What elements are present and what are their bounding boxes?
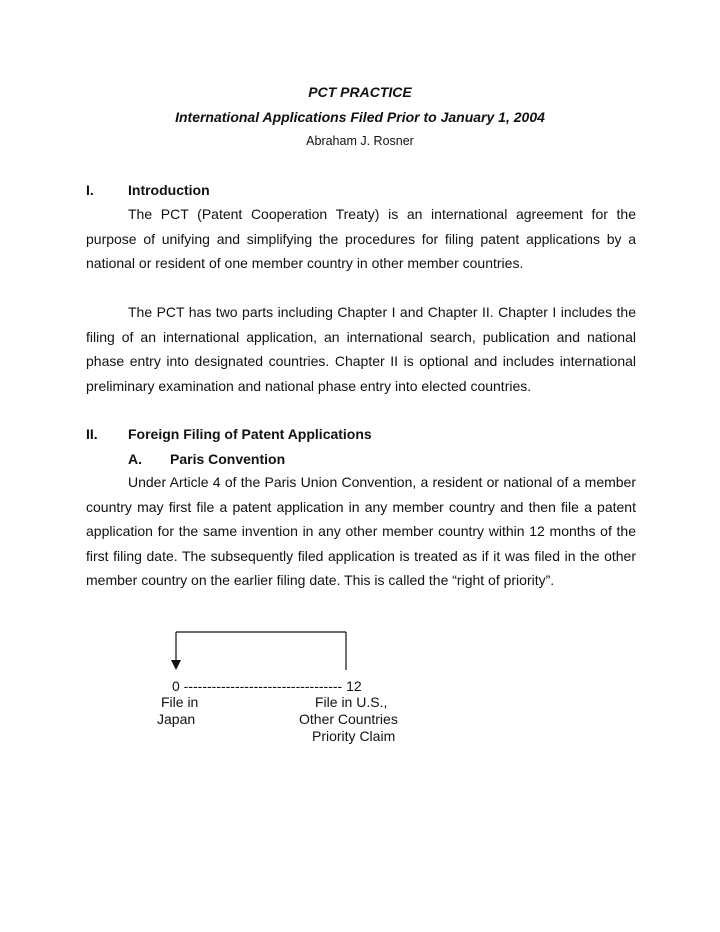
diagram-right-label-1: File in U.S., [315, 694, 388, 710]
subsection-a-paragraph: Under Article 4 of the Paris Union Convention, a resident or national of a member country may first file a patent application in any member country and then file a patent application for the same invention in any other member country within 12 months of the first filing date. The subsequently filed application is treated as if it was filed in the other member country on the earlier filing date. This is called the “right of priority”. [86, 474, 636, 588]
diagram-left-label-2: Japan [157, 711, 196, 727]
subsection-a-title: Paris Convention [170, 451, 286, 467]
document-title: PCT PRACTICE [308, 84, 412, 100]
section-1-paragraph-1: The PCT (Patent Cooperation Treaty) is an international agreement for the purpose of unifying and simplifying the procedures for filing patent applications by a national or resident of one member country in other member countries. [86, 206, 636, 271]
document-author: Abraham J. Rosner [306, 134, 414, 148]
diagram-right-label-2: Other Countries [299, 711, 398, 727]
section-2-number: II. [86, 426, 98, 442]
section-1-number: I. [86, 182, 94, 198]
section-1-title: Introduction [128, 182, 210, 198]
diagram-right-label-3: Priority Claim [312, 728, 396, 744]
diagram-arrowhead-icon [171, 660, 181, 670]
diagram-timeline: 0 ---------------------------------- 12 [172, 678, 362, 694]
document-subtitle: International Applications Filed Prior to January 1, 2004 [175, 109, 545, 125]
section-1-paragraph-2: The PCT has two parts including Chapter I and Chapter II. Chapter I includes the filing of an international application, an international search, publication and national phase entry into designated countries. Chapter II is optional and includes international preliminary examination and national phase entry into elected countries. [86, 304, 636, 394]
diagram-left-label-1: File in [161, 694, 199, 710]
section-2-title: Foreign Filing of Patent Applications [128, 426, 372, 442]
subsection-a-number: A. [128, 451, 142, 467]
